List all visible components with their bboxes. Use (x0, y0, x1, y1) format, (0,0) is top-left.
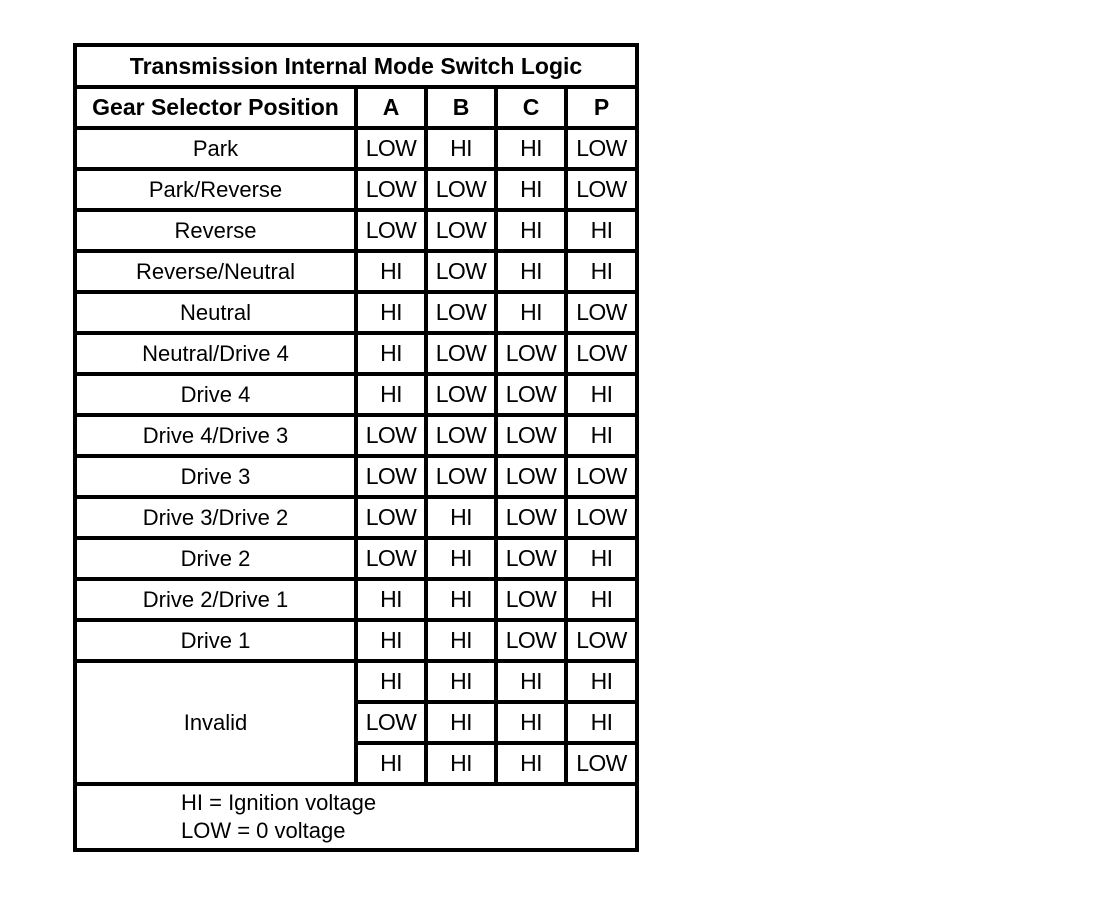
table-row (75, 456, 637, 497)
switch-b-value: HI (426, 497, 496, 538)
switch-a-value: HI (356, 374, 426, 415)
switch-c-value: LOW (496, 497, 566, 538)
switch-b-value: HI (426, 702, 496, 743)
switch-a-value: HI (356, 251, 426, 292)
switch-b-value: HI (426, 743, 496, 784)
switch-c-value: HI (496, 743, 566, 784)
switch-b-value: LOW (426, 456, 496, 497)
switch-c-value: HI (496, 702, 566, 743)
switch-c-value: LOW (496, 374, 566, 415)
switch-p-value: HI (566, 579, 637, 620)
table-row (75, 538, 637, 579)
switch-b-value: HI (426, 538, 496, 579)
switch-p-value: HI (566, 702, 637, 743)
switch-c-value: HI (496, 251, 566, 292)
switch-p-value: LOW (566, 169, 637, 210)
switch-a-value: LOW (356, 128, 426, 169)
legend (75, 784, 637, 850)
gear-position-cell: Drive 4 (75, 374, 356, 415)
column-header-b: B (426, 87, 496, 128)
gear-position-cell: Drive 3/Drive 2 (75, 497, 356, 538)
header-row (75, 87, 637, 128)
switch-b-value: HI (426, 128, 496, 169)
switch-a-value: HI (356, 743, 426, 784)
legend-low: LOW = 0 voltage (181, 818, 346, 843)
table-row (75, 415, 637, 456)
gear-position-cell: Neutral (75, 292, 356, 333)
column-header-a: A (356, 87, 426, 128)
switch-a-value: LOW (356, 702, 426, 743)
switch-p-value: LOW (566, 333, 637, 374)
switch-c-value: LOW (496, 456, 566, 497)
column-header-p: P (566, 87, 637, 128)
switch-a-value: LOW (356, 497, 426, 538)
switch-b-value: LOW (426, 333, 496, 374)
switch-c-value: HI (496, 292, 566, 333)
switch-p-value: LOW (566, 497, 637, 538)
table-row (75, 620, 637, 661)
switch-p-value: LOW (566, 743, 637, 784)
column-header-c: C (496, 87, 566, 128)
switch-c-value: HI (496, 210, 566, 251)
switch-p-value: HI (566, 415, 637, 456)
legend-row (75, 784, 637, 850)
switch-b-value: LOW (426, 169, 496, 210)
mode-switch-logic-table (73, 43, 639, 852)
table-row (75, 374, 637, 415)
switch-p-value: LOW (566, 292, 637, 333)
switch-a-value: LOW (356, 415, 426, 456)
table-row (75, 333, 637, 374)
table-row (75, 169, 637, 210)
switch-a-value: LOW (356, 169, 426, 210)
gear-position-cell: Drive 1 (75, 620, 356, 661)
switch-p-value: HI (566, 538, 637, 579)
switch-b-value: LOW (426, 292, 496, 333)
switch-p-value: LOW (566, 128, 637, 169)
switch-a-value: LOW (356, 456, 426, 497)
switch-p-value: HI (566, 374, 637, 415)
switch-b-value: HI (426, 620, 496, 661)
table-row (75, 128, 637, 169)
switch-b-value: LOW (426, 374, 496, 415)
switch-p-value: HI (566, 210, 637, 251)
gear-position-cell: Neutral/Drive 4 (75, 333, 356, 374)
table-row (75, 251, 637, 292)
table-row (75, 579, 637, 620)
switch-b-value: LOW (426, 210, 496, 251)
switch-c-value: LOW (496, 415, 566, 456)
switch-c-value: LOW (496, 333, 566, 374)
switch-p-value: LOW (566, 620, 637, 661)
gear-position-cell: Reverse/Neutral (75, 251, 356, 292)
gear-position-cell: Park/Reverse (75, 169, 356, 210)
switch-b-value: LOW (426, 251, 496, 292)
switch-p-value: HI (566, 661, 637, 702)
switch-b-value: LOW (426, 415, 496, 456)
table-row (75, 497, 637, 538)
switch-a-value: HI (356, 661, 426, 702)
switch-c-value: LOW (496, 620, 566, 661)
invalid-label: Invalid (75, 661, 356, 784)
switch-c-value: HI (496, 661, 566, 702)
gear-position-cell: Park (75, 128, 356, 169)
switch-c-value: HI (496, 128, 566, 169)
switch-c-value: HI (496, 169, 566, 210)
switch-c-value: LOW (496, 538, 566, 579)
column-header-gear-position: Gear Selector Position (75, 87, 356, 128)
switch-a-value: HI (356, 292, 426, 333)
invalid-row (75, 661, 637, 702)
legend-hi: HI = Ignition voltage (181, 790, 377, 815)
gear-position-cell: Drive 4/Drive 3 (75, 415, 356, 456)
switch-a-value: LOW (356, 538, 426, 579)
switch-p-value: HI (566, 251, 637, 292)
switch-a-value: HI (356, 333, 426, 374)
title-row (75, 45, 637, 87)
table-title: Transmission Internal Mode Switch Logic (75, 45, 637, 87)
switch-b-value: HI (426, 661, 496, 702)
gear-position-cell: Drive 3 (75, 456, 356, 497)
table-row (75, 292, 637, 333)
switch-a-value: HI (356, 620, 426, 661)
switch-p-value: LOW (566, 456, 637, 497)
switch-a-value: LOW (356, 210, 426, 251)
table-body (75, 45, 637, 850)
gear-position-cell: Drive 2 (75, 538, 356, 579)
gear-position-cell: Reverse (75, 210, 356, 251)
switch-c-value: LOW (496, 579, 566, 620)
switch-a-value: HI (356, 579, 426, 620)
table-row (75, 210, 637, 251)
gear-position-cell: Drive 2/Drive 1 (75, 579, 356, 620)
switch-b-value: HI (426, 579, 496, 620)
